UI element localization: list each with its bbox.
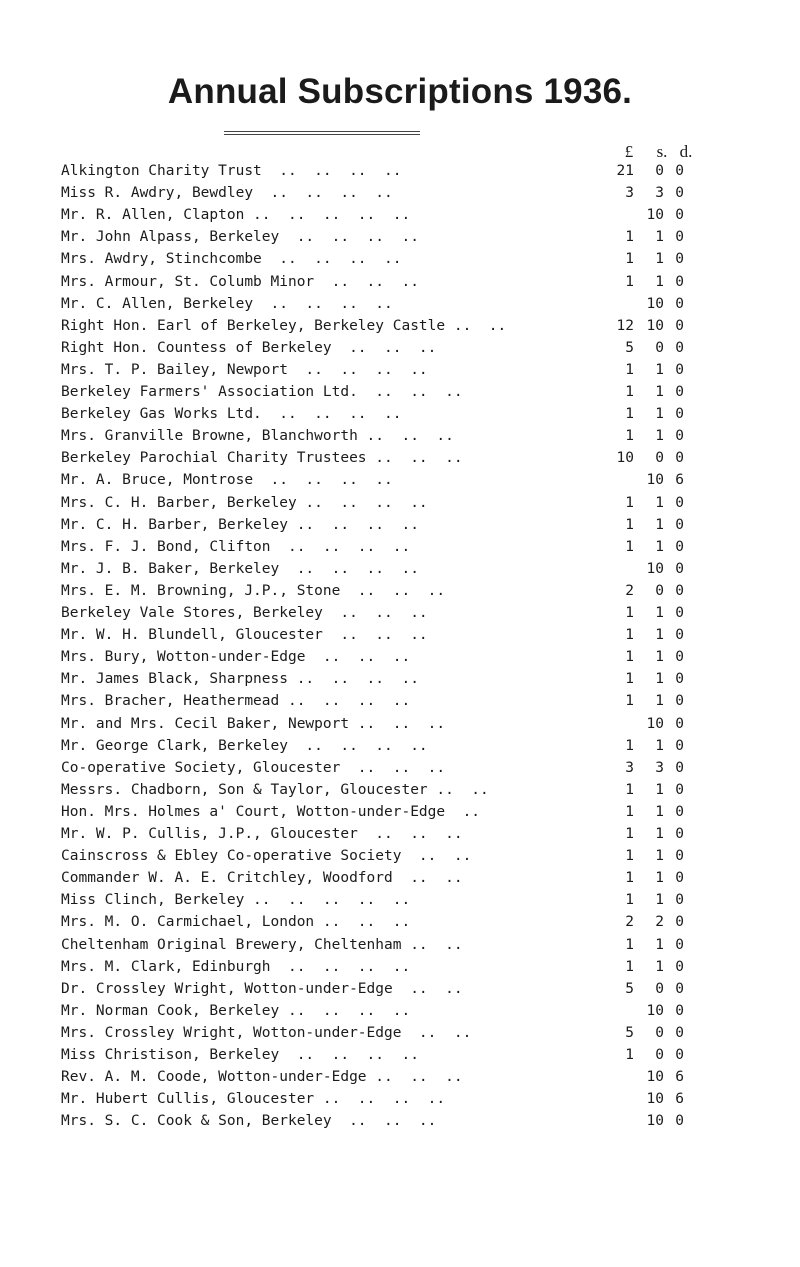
subscriber-name: Mr. Hubert Cullis, Gloucester .. .. .. .. bbox=[61, 1091, 446, 1108]
amount-pounds: 1 bbox=[625, 384, 634, 400]
amount-pounds: 1 bbox=[625, 273, 634, 290]
subscription-row bbox=[0, 779, 800, 801]
amount-pounds: 3 bbox=[625, 759, 634, 776]
amount-shillings: 1 bbox=[655, 428, 664, 445]
amount-shillings: 1 bbox=[655, 538, 664, 555]
subscription-row bbox=[0, 337, 800, 359]
subscriber-name: Miss Clinch, Berkeley .. .. .. .. .. bbox=[61, 892, 411, 909]
amount-shillings: 1 bbox=[655, 516, 664, 533]
subscriber-name: Hon. Mrs. Holmes a' Court, Wotton-under-Edge .. bbox=[61, 803, 481, 820]
amount-pounds: 1 bbox=[625, 958, 634, 975]
subscription-row bbox=[0, 425, 800, 447]
amount-shillings: 0 bbox=[655, 163, 664, 179]
amount-pounds: 21 bbox=[616, 163, 634, 179]
subscriber-name: Mrs. M. O. Carmichael, London .. .. .. bbox=[61, 914, 411, 931]
amount-shillings: 1 bbox=[655, 649, 664, 666]
amount-shillings: 10 bbox=[646, 472, 664, 489]
amount-pence: 0 bbox=[675, 450, 684, 467]
amount-pence: 0 bbox=[675, 538, 684, 555]
subscriber-name: Mrs. T. P. Bailey, Newport .. .. .. .. bbox=[61, 361, 428, 378]
subscriber-name: Mr. W. H. Blundell, Gloucester .. .. .. bbox=[61, 627, 428, 644]
amount-shillings: 1 bbox=[655, 958, 664, 975]
subscriber-name: Dr. Crossley Wright, Wotton-under-Edge .. .. bbox=[61, 980, 463, 997]
amount-pounds: 1 bbox=[625, 229, 634, 246]
amount-shillings: 10 bbox=[646, 295, 664, 312]
amount-pence: 0 bbox=[675, 892, 684, 909]
amount-pounds: 1 bbox=[625, 649, 634, 666]
amount-shillings: 0 bbox=[655, 339, 664, 356]
amount-shillings: 1 bbox=[655, 605, 664, 621]
subscriber-name: Mrs. S. C. Cook & Son, Berkeley .. .. .. bbox=[61, 1113, 437, 1130]
amount-pounds: 1 bbox=[625, 737, 634, 754]
subscriber-name: Right Hon. Earl of Berkeley, Berkeley Castle .. .. bbox=[61, 317, 507, 334]
subscriber-name: Mrs. Armour, St. Columb Minor .. .. .. bbox=[61, 273, 419, 290]
subscriber-name: Mrs. C. H. Barber, Berkeley .. .. .. .. bbox=[61, 494, 428, 511]
amount-pence: 0 bbox=[675, 229, 684, 246]
subscriber-name: Rev. A. M. Coode, Wotton-under-Edge .. .. .. bbox=[61, 1069, 463, 1086]
amount-pence: 0 bbox=[675, 671, 684, 688]
amount-pence: 0 bbox=[675, 163, 684, 179]
amount-shillings: 1 bbox=[655, 803, 664, 820]
subscriber-name: Cheltenham Original Brewery, Cheltenham .. .. bbox=[61, 936, 463, 953]
subscription-row bbox=[0, 934, 800, 956]
amount-pence: 0 bbox=[675, 560, 684, 577]
amount-shillings: 0 bbox=[655, 1047, 664, 1063]
subscriber-name: Mrs. F. J. Bond, Clifton .. .. .. .. bbox=[61, 538, 411, 555]
amount-pence: 0 bbox=[675, 781, 684, 798]
amount-pence: 0 bbox=[675, 936, 684, 953]
amount-shillings: 1 bbox=[655, 671, 664, 688]
subscription-row bbox=[0, 757, 800, 779]
amount-pence: 0 bbox=[675, 1002, 684, 1019]
amount-pounds: 1 bbox=[625, 605, 634, 621]
subscriber-name: Mrs. Granville Browne, Blanchworth .. .. .. bbox=[61, 428, 454, 445]
amount-pence: 0 bbox=[675, 516, 684, 533]
subscription-row bbox=[0, 381, 800, 403]
amount-pounds: 1 bbox=[625, 936, 634, 953]
subscription-row bbox=[0, 668, 800, 690]
amount-shillings: 1 bbox=[655, 693, 664, 710]
subscription-row bbox=[0, 801, 800, 823]
amount-pence: 0 bbox=[675, 826, 684, 842]
amount-pounds: 1 bbox=[625, 892, 634, 909]
subscriber-name: Berkeley Farmers' Association Ltd. .. .. .. bbox=[61, 384, 463, 400]
amount-pounds: 1 bbox=[625, 826, 634, 842]
title-rule-lower bbox=[224, 134, 420, 135]
subscription-row bbox=[0, 182, 800, 204]
subscriber-name: Mrs. Bracher, Heathermead .. .. .. .. bbox=[61, 693, 411, 710]
amount-pounds: 1 bbox=[625, 803, 634, 820]
amount-pence: 0 bbox=[675, 914, 684, 931]
subscription-row bbox=[0, 403, 800, 425]
subscription-row bbox=[0, 735, 800, 757]
subscriber-name: Mrs. M. Clark, Edinburgh .. .. .. .. bbox=[61, 958, 411, 975]
amount-pence: 0 bbox=[675, 693, 684, 710]
amount-pence: 0 bbox=[675, 317, 684, 334]
subscription-row bbox=[0, 536, 800, 558]
amount-shillings: 1 bbox=[655, 848, 664, 865]
amount-shillings: 10 bbox=[646, 1002, 664, 1019]
subscriber-name: Miss Christison, Berkeley .. .. .. .. bbox=[61, 1047, 419, 1063]
column-header-shillings: s. bbox=[656, 142, 668, 161]
amount-pounds: 1 bbox=[625, 428, 634, 445]
subscription-row bbox=[0, 359, 800, 381]
amount-pence: 0 bbox=[675, 1113, 684, 1130]
subscriber-name: Mrs. Awdry, Stinchcombe .. .. .. .. bbox=[61, 251, 402, 268]
column-header-pence: d. bbox=[679, 142, 693, 161]
amount-shillings: 1 bbox=[655, 826, 664, 842]
subscription-row bbox=[0, 823, 800, 845]
subscriber-name: Messrs. Chadborn, Son & Taylor, Gloucester .. .. bbox=[61, 781, 489, 798]
subscription-row bbox=[0, 624, 800, 646]
amount-pounds: 1 bbox=[625, 538, 634, 555]
amount-pence: 0 bbox=[675, 1047, 684, 1063]
amount-pence: 0 bbox=[675, 980, 684, 997]
subscriber-name: Mrs. E. M. Browning, J.P., Stone .. .. .. bbox=[61, 582, 446, 599]
subscription-row bbox=[0, 271, 800, 293]
amount-pence: 0 bbox=[675, 406, 684, 423]
amount-shillings: 10 bbox=[646, 1069, 664, 1086]
subscriber-name: Berkeley Parochial Charity Trustees .. .. .. bbox=[61, 450, 463, 467]
subscriber-name: Mrs. Crossley Wright, Wotton-under-Edge .. .. bbox=[61, 1024, 472, 1041]
amount-pence: 0 bbox=[675, 494, 684, 511]
subscriber-name: Mr. W. P. Cullis, J.P., Gloucester .. .. .. bbox=[61, 826, 463, 842]
subscription-row bbox=[0, 1044, 800, 1066]
amount-pounds: 5 bbox=[625, 980, 634, 997]
amount-shillings: 0 bbox=[655, 582, 664, 599]
subscription-row bbox=[0, 956, 800, 978]
subscription-row bbox=[0, 293, 800, 315]
subscriber-name: Mr. Norman Cook, Berkeley .. .. .. .. bbox=[61, 1002, 411, 1019]
amount-shillings: 1 bbox=[655, 361, 664, 378]
amount-pounds: 1 bbox=[625, 251, 634, 268]
amount-pence: 0 bbox=[675, 207, 684, 224]
amount-pence: 0 bbox=[675, 185, 684, 202]
amount-shillings: 0 bbox=[655, 980, 664, 997]
subscription-row bbox=[0, 226, 800, 248]
subscription-row bbox=[0, 889, 800, 911]
amount-pence: 0 bbox=[675, 361, 684, 378]
subscription-row bbox=[0, 1000, 800, 1022]
amount-shillings: 3 bbox=[655, 759, 664, 776]
amount-pence: 0 bbox=[675, 251, 684, 268]
amount-pounds: 1 bbox=[625, 406, 634, 423]
amount-pounds: 10 bbox=[616, 450, 634, 467]
subscriber-name: Mrs. Bury, Wotton-under-Edge .. .. .. bbox=[61, 649, 411, 666]
amount-shillings: 10 bbox=[646, 560, 664, 577]
amount-pence: 0 bbox=[675, 582, 684, 599]
amount-pence: 0 bbox=[675, 273, 684, 290]
amount-pounds: 1 bbox=[625, 627, 634, 644]
subscriber-name: Right Hon. Countess of Berkeley .. .. .. bbox=[61, 339, 437, 356]
subscription-row bbox=[0, 558, 800, 580]
subscription-row bbox=[0, 514, 800, 536]
amount-shillings: 10 bbox=[646, 1113, 664, 1130]
subscription-row bbox=[0, 646, 800, 668]
subscription-row bbox=[0, 713, 800, 735]
amount-pounds: 12 bbox=[616, 317, 634, 334]
amount-shillings: 1 bbox=[655, 892, 664, 909]
subscription-row bbox=[0, 1066, 800, 1088]
subscription-row bbox=[0, 160, 800, 182]
subscriber-name: Mr. A. Bruce, Montrose .. .. .. .. bbox=[61, 472, 393, 489]
subscription-row bbox=[0, 1110, 800, 1132]
amount-shillings: 10 bbox=[646, 207, 664, 224]
amount-pence: 0 bbox=[675, 605, 684, 621]
subscriber-name: Mr. John Alpass, Berkeley .. .. .. .. bbox=[61, 229, 419, 246]
subscriber-name: Commander W. A. E. Critchley, Woodford .. .. bbox=[61, 870, 463, 887]
subscription-row bbox=[0, 602, 800, 624]
amount-shillings: 3 bbox=[655, 185, 664, 202]
amount-shillings: 1 bbox=[655, 781, 664, 798]
amount-pence: 6 bbox=[675, 1069, 684, 1086]
amount-shillings: 0 bbox=[655, 450, 664, 467]
amount-shillings: 1 bbox=[655, 494, 664, 511]
subscriber-name: Cainscross & Ebley Co-operative Society .. .. bbox=[61, 848, 472, 865]
amount-pounds: 2 bbox=[625, 914, 634, 931]
subscriber-name: Mr. R. Allen, Clapton .. .. .. .. .. bbox=[61, 207, 411, 224]
amount-shillings: 1 bbox=[655, 627, 664, 644]
amount-pence: 0 bbox=[675, 384, 684, 400]
amount-shillings: 1 bbox=[655, 870, 664, 887]
amount-shillings: 1 bbox=[655, 251, 664, 268]
subscription-row bbox=[0, 845, 800, 867]
amount-pounds: 1 bbox=[625, 848, 634, 865]
amount-shillings: 10 bbox=[646, 1091, 664, 1108]
amount-pence: 0 bbox=[675, 848, 684, 865]
amount-pounds: 1 bbox=[625, 1047, 634, 1063]
amount-pence: 6 bbox=[675, 472, 684, 489]
amount-shillings: 1 bbox=[655, 273, 664, 290]
subscriber-name: Mr. C. Allen, Berkeley .. .. .. .. bbox=[61, 295, 393, 312]
amount-pence: 0 bbox=[675, 1024, 684, 1041]
subscriber-name: Berkeley Vale Stores, Berkeley .. .. .. bbox=[61, 605, 428, 621]
amount-pounds: 5 bbox=[625, 339, 634, 356]
amount-pence: 0 bbox=[675, 295, 684, 312]
column-header-pounds: £ bbox=[624, 142, 634, 161]
subscription-row bbox=[0, 492, 800, 514]
subscriber-name: Alkington Charity Trust .. .. .. .. bbox=[61, 163, 402, 179]
amount-pence: 0 bbox=[675, 428, 684, 445]
amount-pounds: 1 bbox=[625, 671, 634, 688]
amount-pounds: 5 bbox=[625, 1024, 634, 1041]
amount-shillings: 1 bbox=[655, 384, 664, 400]
subscription-row bbox=[0, 867, 800, 889]
subscription-row bbox=[0, 580, 800, 602]
amount-pounds: 1 bbox=[625, 693, 634, 710]
amount-pence: 0 bbox=[675, 649, 684, 666]
subscription-row bbox=[0, 911, 800, 933]
subscription-row bbox=[0, 204, 800, 226]
subscription-row bbox=[0, 315, 800, 337]
subscription-row bbox=[0, 248, 800, 270]
subscriber-name: Mr. C. H. Barber, Berkeley .. .. .. .. bbox=[61, 516, 419, 533]
amount-pounds: 1 bbox=[625, 361, 634, 378]
amount-shillings: 10 bbox=[646, 317, 664, 334]
subscription-row bbox=[0, 1088, 800, 1110]
subscriber-name: Miss R. Awdry, Bewdley .. .. .. .. bbox=[61, 185, 393, 202]
amount-pence: 0 bbox=[675, 627, 684, 644]
amount-shillings: 1 bbox=[655, 737, 664, 754]
amount-pounds: 3 bbox=[625, 185, 634, 202]
subscriber-name: Mr. George Clark, Berkeley .. .. .. .. bbox=[61, 737, 428, 754]
amount-pounds: 1 bbox=[625, 516, 634, 533]
subscriber-name: Berkeley Gas Works Ltd. .. .. .. .. bbox=[61, 406, 402, 423]
amount-pence: 0 bbox=[675, 737, 684, 754]
amount-pence: 0 bbox=[675, 958, 684, 975]
subscription-row bbox=[0, 469, 800, 491]
subscriber-name: Co-operative Society, Gloucester .. .. .. bbox=[61, 759, 446, 776]
amount-shillings: 10 bbox=[646, 715, 664, 732]
amount-shillings: 1 bbox=[655, 936, 664, 953]
subscription-row bbox=[0, 690, 800, 712]
title-rule bbox=[224, 131, 420, 132]
amount-shillings: 1 bbox=[655, 229, 664, 246]
amount-pence: 0 bbox=[675, 715, 684, 732]
amount-pence: 0 bbox=[675, 339, 684, 356]
page-title: Annual Subscriptions 1936. bbox=[167, 72, 633, 111]
amount-pounds: 2 bbox=[625, 582, 634, 599]
amount-shillings: 0 bbox=[655, 1024, 664, 1041]
subscription-row bbox=[0, 447, 800, 469]
subscription-row bbox=[0, 1022, 800, 1044]
amount-pounds: 1 bbox=[625, 870, 634, 887]
subscriber-name: Mr. James Black, Sharpness .. .. .. .. bbox=[61, 671, 419, 688]
amount-pence: 0 bbox=[675, 803, 684, 820]
amount-pence: 0 bbox=[675, 759, 684, 776]
subscriber-name: Mr. J. B. Baker, Berkeley .. .. .. .. bbox=[61, 560, 419, 577]
subscriber-name: Mr. and Mrs. Cecil Baker, Newport .. .. .. bbox=[61, 715, 446, 732]
amount-pence: 0 bbox=[675, 870, 684, 887]
amount-shillings: 2 bbox=[655, 914, 664, 931]
amount-pounds: 1 bbox=[625, 781, 634, 798]
amount-pounds: 1 bbox=[625, 494, 634, 511]
subscription-row bbox=[0, 978, 800, 1000]
amount-pence: 6 bbox=[675, 1091, 684, 1108]
amount-shillings: 1 bbox=[655, 406, 664, 423]
